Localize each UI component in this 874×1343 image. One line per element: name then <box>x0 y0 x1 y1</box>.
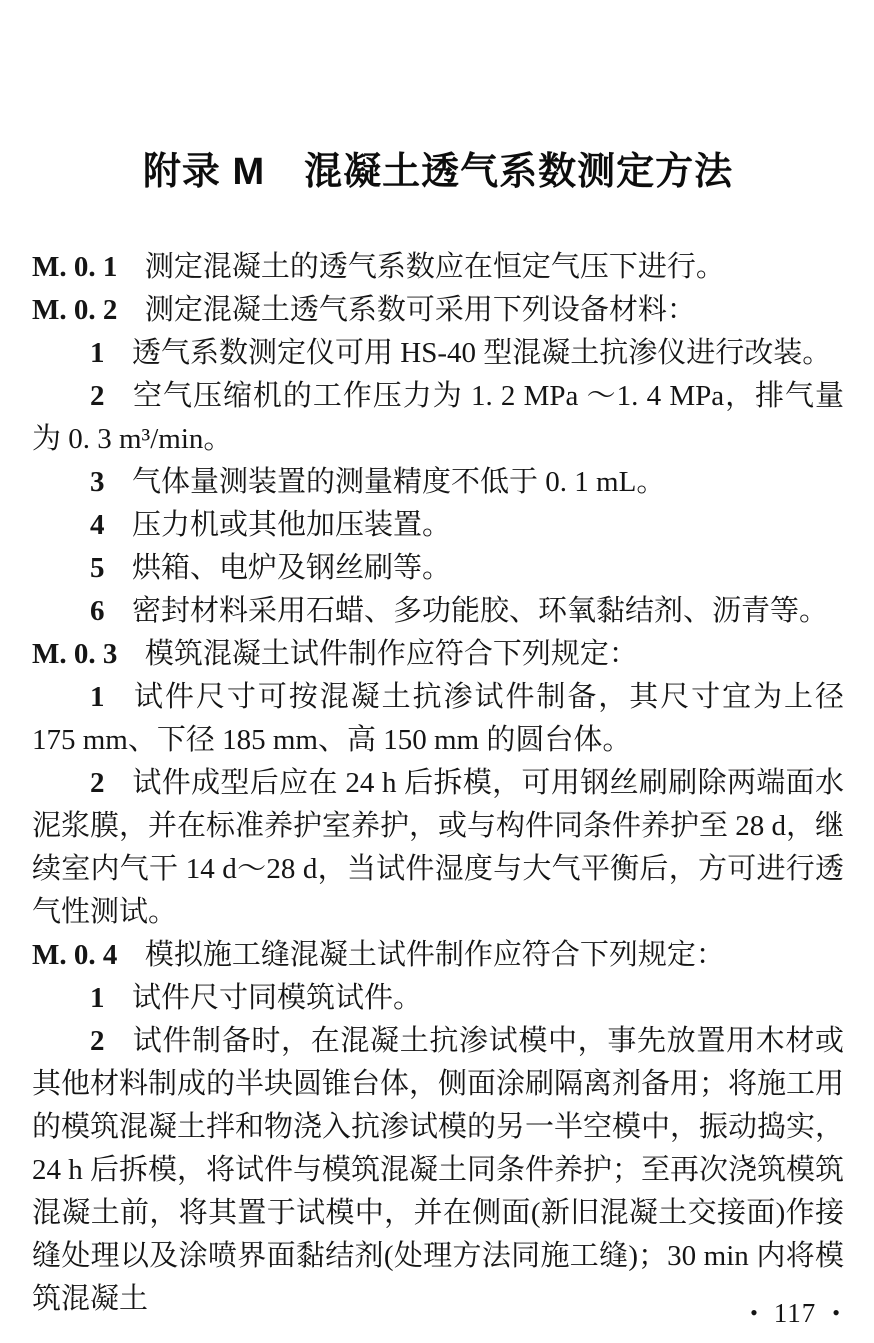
document-content <box>32 246 844 1321</box>
item-paragraph <box>32 504 844 547</box>
clause-paragraph <box>32 934 844 977</box>
paragraph-text: 透气系数测定仪可用 HS-40 型混凝土抗渗仪进行改装。 <box>132 337 832 369</box>
item-paragraph <box>32 332 844 375</box>
item-paragraph <box>32 1020 844 1321</box>
item-paragraph <box>32 977 844 1020</box>
paragraph-text: 烘箱、电炉及钢丝刷等。 <box>132 552 452 584</box>
paragraph-text: 试件制备时，在混凝土抗渗试模中，事先放置用木材或其他材料制成的半块圆锥台体，侧面涂刷隔离剂备用；将施工用的模筑混凝土拌和物浇入抗渗试模的另一半空模中，振动捣实，24 h 后拆模，将试件与模筑混凝土同条件养护；至再次浇筑模筑混凝土前，将其置于试模中，并在侧面(新旧混凝土交接面)作接缝处理以及涂喷界面黏结剂(处理方法同施工缝)；30 min 内将模筑混凝土 <box>32 1025 845 1315</box>
paragraph-text: 模拟施工缝混凝土试件制作应符合下列规定： <box>144 939 725 971</box>
item-paragraph <box>32 590 844 633</box>
paragraph-text: 测定混凝土的透气系数应在恒定气压下进行。 <box>144 251 725 283</box>
page-number: 117 <box>773 1298 817 1328</box>
clause-paragraph <box>32 289 844 332</box>
item-paragraph <box>32 375 844 461</box>
item-number: 2 <box>90 1025 105 1057</box>
item-paragraph <box>32 547 844 590</box>
clause-paragraph <box>32 633 844 676</box>
item-paragraph <box>32 461 844 504</box>
item-number: 4 <box>90 509 105 541</box>
item-number: 5 <box>90 552 105 584</box>
item-number: 1 <box>90 982 105 1014</box>
item-paragraph <box>32 762 844 934</box>
page-number-left-dot: • <box>750 1300 758 1325</box>
item-number: 2 <box>90 767 105 799</box>
paragraph-text: 压力机或其他加压装置。 <box>132 509 452 541</box>
item-paragraph <box>32 676 844 762</box>
item-number: 1 <box>90 337 105 369</box>
paragraph-text: 试件成型后应在 24 h 后拆模，可用钢丝刷刷除两端面水泥浆膜，并在标准养护室养护，或与构件同条件养护至 28 d，继续室内气干 14 d～28 d，当试件湿度与大气平衡后，方可进行透气性测试。 <box>32 767 845 928</box>
page-footer <box>750 1297 840 1329</box>
item-number: 2 <box>90 380 105 412</box>
paragraph-text: 气体量测装置的测量精度不低于 0. 1 mL。 <box>132 466 666 498</box>
page-title: 附录 M 混凝土透气系数测定方法 <box>142 151 734 193</box>
clause-label: M. 0. 4 <box>32 939 118 971</box>
page-number-right-dot: • <box>832 1300 840 1325</box>
item-number: 1 <box>90 681 105 713</box>
clause-label: M. 0. 3 <box>32 638 118 670</box>
paragraph-text: 空气压缩机的工作压力为 1. 2 MPa ～1. 4 MPa，排气量为 0. 3 m³/min。 <box>32 380 844 455</box>
item-number: 6 <box>90 595 105 627</box>
item-number: 3 <box>90 466 105 498</box>
paragraph-text: 模筑混凝土试件制作应符合下列规定： <box>144 638 638 670</box>
paragraph-text: 试件尺寸同模筑试件。 <box>132 982 423 1014</box>
paragraph-text: 密封材料采用石蜡、多功能胶、环氧黏结剂、沥青等。 <box>132 595 829 627</box>
paragraph-text: 测定混凝土透气系数可采用下列设备材料： <box>144 294 696 326</box>
paragraph-text: 试件尺寸可按混凝土抗渗试件制备，其尺寸宜为上径 175 mm、下径 185 mm、高 150 mm 的圆台体。 <box>32 681 844 756</box>
clause-label: M. 0. 1 <box>32 251 118 283</box>
clause-paragraph <box>32 246 844 289</box>
clause-label: M. 0. 2 <box>32 294 118 326</box>
